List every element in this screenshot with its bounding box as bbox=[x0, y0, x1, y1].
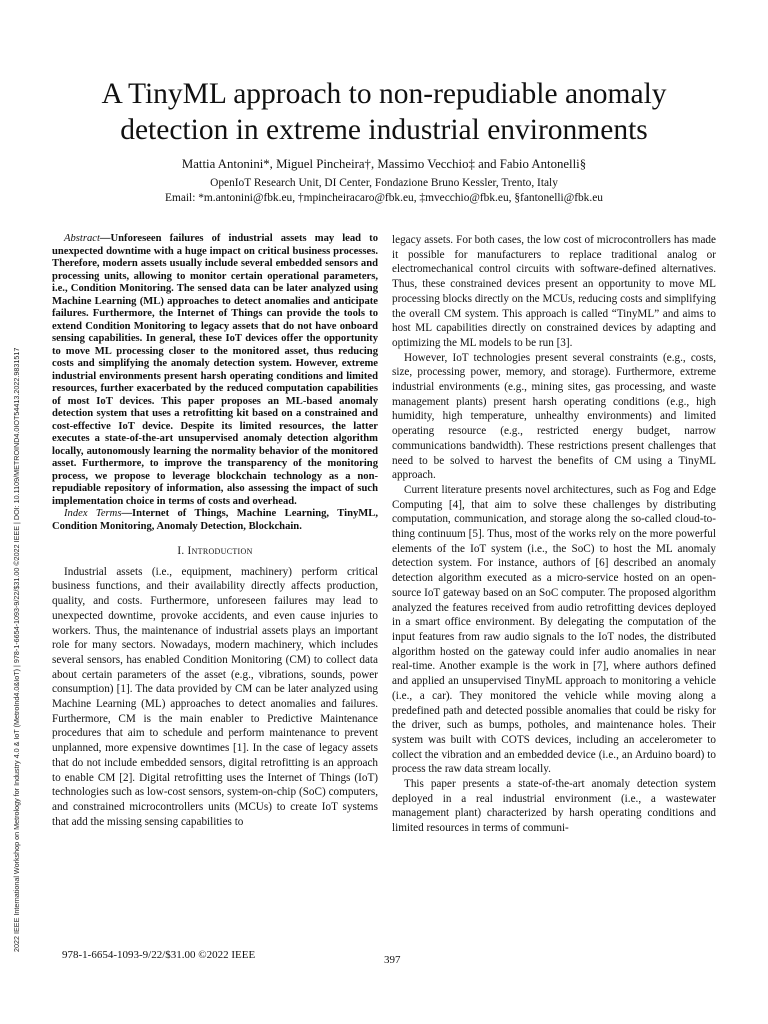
paper-title bbox=[40, 76, 728, 148]
author-list: Mattia Antonini*, Miguel Pincheira†, Massimo Vecchio‡ and Fabio Antonelli§ bbox=[181, 157, 587, 171]
right-column bbox=[392, 233, 716, 836]
body-paragraph-left: Industrial assets (i.e., equipment, machinery) perform critical business functions, and their availability directly affects production, quality, and costs. Furthermore, unforeseen failures may lead to unexpected downtime, provoke accidents, and even cause injuries to workers. Thus, the maintenance of industrial assets plays an important role for many sectors. Nowadays, modern machinery, which includes several sensors, has enabled Condition Monitoring (CM) to collect data about certain parameters of the asset (e.g., vibrations, sounds, power consumption) [1]. The data provided by CM can be later analyzed using Machine Learning (ML) approaches to detect anomalies and failures. Furthermore, CM is the main enabler to Predictive Maintenance procedures that aim to schedule and perform maintenance to prevent unplanned, more expensive downtimes [1]. In the case of legacy assets that do not include embedded sensors, digital retrofitting is an approach to enable CM [2]. Digital retrofitting uses the Internet of Things (IoT) technologies such as low-cost sensors, system-on-chip (SoC) computers, and constrained microcontrollers units (MCUs) to create IoT systems that add the missing sensing capabilities to bbox=[52, 565, 378, 828]
copyright-footer: 978-1-6654-1093-9/22/$31.00 ©2022 IEEE bbox=[62, 949, 256, 961]
body-paragraph-right-2: However, IoT technologies present several constraints (e.g., costs, size, processing power, memory, and storage). Furthermore, extreme industrial environments (e.g., mining sites, gas processing, and waste management plants) present harsh operating conditions (e.g., high humidity, high temperature, unhealthy environments) and limited operating resource (e.g., restricted energy budget, narrow communications bandwidth). These restrictions present challenges that need to be solved to harvest the benefits of CM using a TinyML approach. bbox=[392, 351, 716, 482]
body-paragraph-right-4: This paper presents a state-of-the-art anomaly detection system deployed in a real industrial environment (i.e., a wastewater management plant) characterized by harsh operating conditions and limited resources in terms of communi- bbox=[392, 778, 716, 835]
abstract-body: —Unforeseen failures of industrial assets may lead to unexpected downtime with a huge impact on critical business processes. Therefore, modern assets usually include several embedded sensors and processing units, allowing to monitor certain operational parameters, i.e., Condition Monitoring. The sensed data can be later analyzed using Machine Learning (ML) approaches to detect anomalies and anticipate failures. Furthermore, the Internet of Things can provide the tools to extend Condition Monitoring to legacy assets that do not have onboard sensing capabilities. In general, these IoT devices offer the opportunity to move ML processing closer to the monitored asset, thus reducing costs and simplifying the anomaly detection system. However, extreme industrial environments present harsh operating conditions and limited resources, further exacerbated by the reduced computation capabilities of most IoT devices. This paper proposes an ML-based anomaly detection system that uses a retrofitting kit based on a constrained and cost-effective IoT device. Despite its limited resources, the latter executes a state-of-the-art unsupervised anomaly detection algorithm locally, autonomously learning the normality behavior of the monitored asset. Furthermore, to improve the transparency of the monitoring process, we propose to leverage blockchain technology as a non-repudiable repository of information, also assessing the impact of such implementation choice in terms of costs and overhead. bbox=[52, 233, 378, 507]
left-column bbox=[52, 233, 378, 829]
title-line-1: A TinyML approach to non-repudiable anomaly bbox=[101, 78, 667, 110]
email-line: Email: *m.antonini@fbk.eu, †mpincheiracaro@fbk.eu, ‡mvecchio@fbk.eu, §fantonelli@fbk.eu bbox=[165, 192, 603, 204]
index-terms bbox=[52, 508, 378, 533]
index-terms-lead: Index Terms bbox=[64, 508, 122, 519]
index-terms-body: —Internet of Things, Machine Learning, TinyML, Condition Monitoring, Anomaly Detection, Blockchain. bbox=[52, 508, 378, 532]
affiliation: OpenIoT Research Unit, DI Center, Fondazione Bruno Kessler, Trento, Italy bbox=[210, 177, 558, 189]
title-line-2: detection in extreme industrial environments bbox=[120, 114, 648, 146]
abstract-lead: Abstract bbox=[64, 233, 100, 244]
section-heading-introduction: I. Introduction bbox=[177, 545, 253, 557]
page-number: 397 bbox=[384, 954, 401, 966]
body-paragraph-right-1: legacy assets. For both cases, the low cost of microcontrollers has made it possible for manufacturers to replace traditional analog or electromechanical control circuits with software-defined alternatives. Thus, these constrained devices present an opportunity to move ML processing blocks directly on the MCUs, reducing costs and simplifying the overall CM system. This approach is called “TinyML” and aims to host ML capabilities directly on constrained devices by adapting and optimizing the ML models to be run [3]. bbox=[392, 234, 716, 349]
abstract bbox=[52, 233, 378, 508]
doi-sidebar-text: 2022 IEEE International Workshop on Metrology for Industry 4.0 & IoT (MetroInd4.0&IoT) | 978-1-6654-1093-9/22/$31.00 ©2022 IEEE | DOI: 10.1109/METROIND4.0IOT54413.2022.9831517 bbox=[12, 347, 21, 952]
body-paragraph-right-3: Current literature presents novel architectures, such as Fog and Edge Computing [4], that aim to solve these challenges by distributing computation, communication, and storage along the so-called cloud-to-thing continuum [5]. Thus, most of the works rely on the more powerful elements of the IoT system (i.e., the SoC) to host the ML anomaly detection system. For instance, authors of [6] described an anomaly detection algorithm executed as a micro-service hosted on an open-source IoT gateway based on an SoC computer. The proposed algorithm analyzed the features received from audio retrofitting devices deployed in a smart office environment. By delegating the computation of the input features from raw audio signals to the IoT nodes, the distributed algorithm hosted on the gateway could infer audio anomalies in near real-time. Another example is the work in [7], where authors defined and applied an unsupervised TinyML approach to monitoring a vehicle (i.e., a car). They monitored the vehicle while moving along a predefined path and detected possible anomalies that could be risky for the driver, such as bumps, potholes, and maintenance holes. Their system was built with COTS devices, including an accelerometer to collect the vibration and an embedded device (i.e., an Arduino board) to process the raw data stream locally. bbox=[392, 483, 716, 776]
